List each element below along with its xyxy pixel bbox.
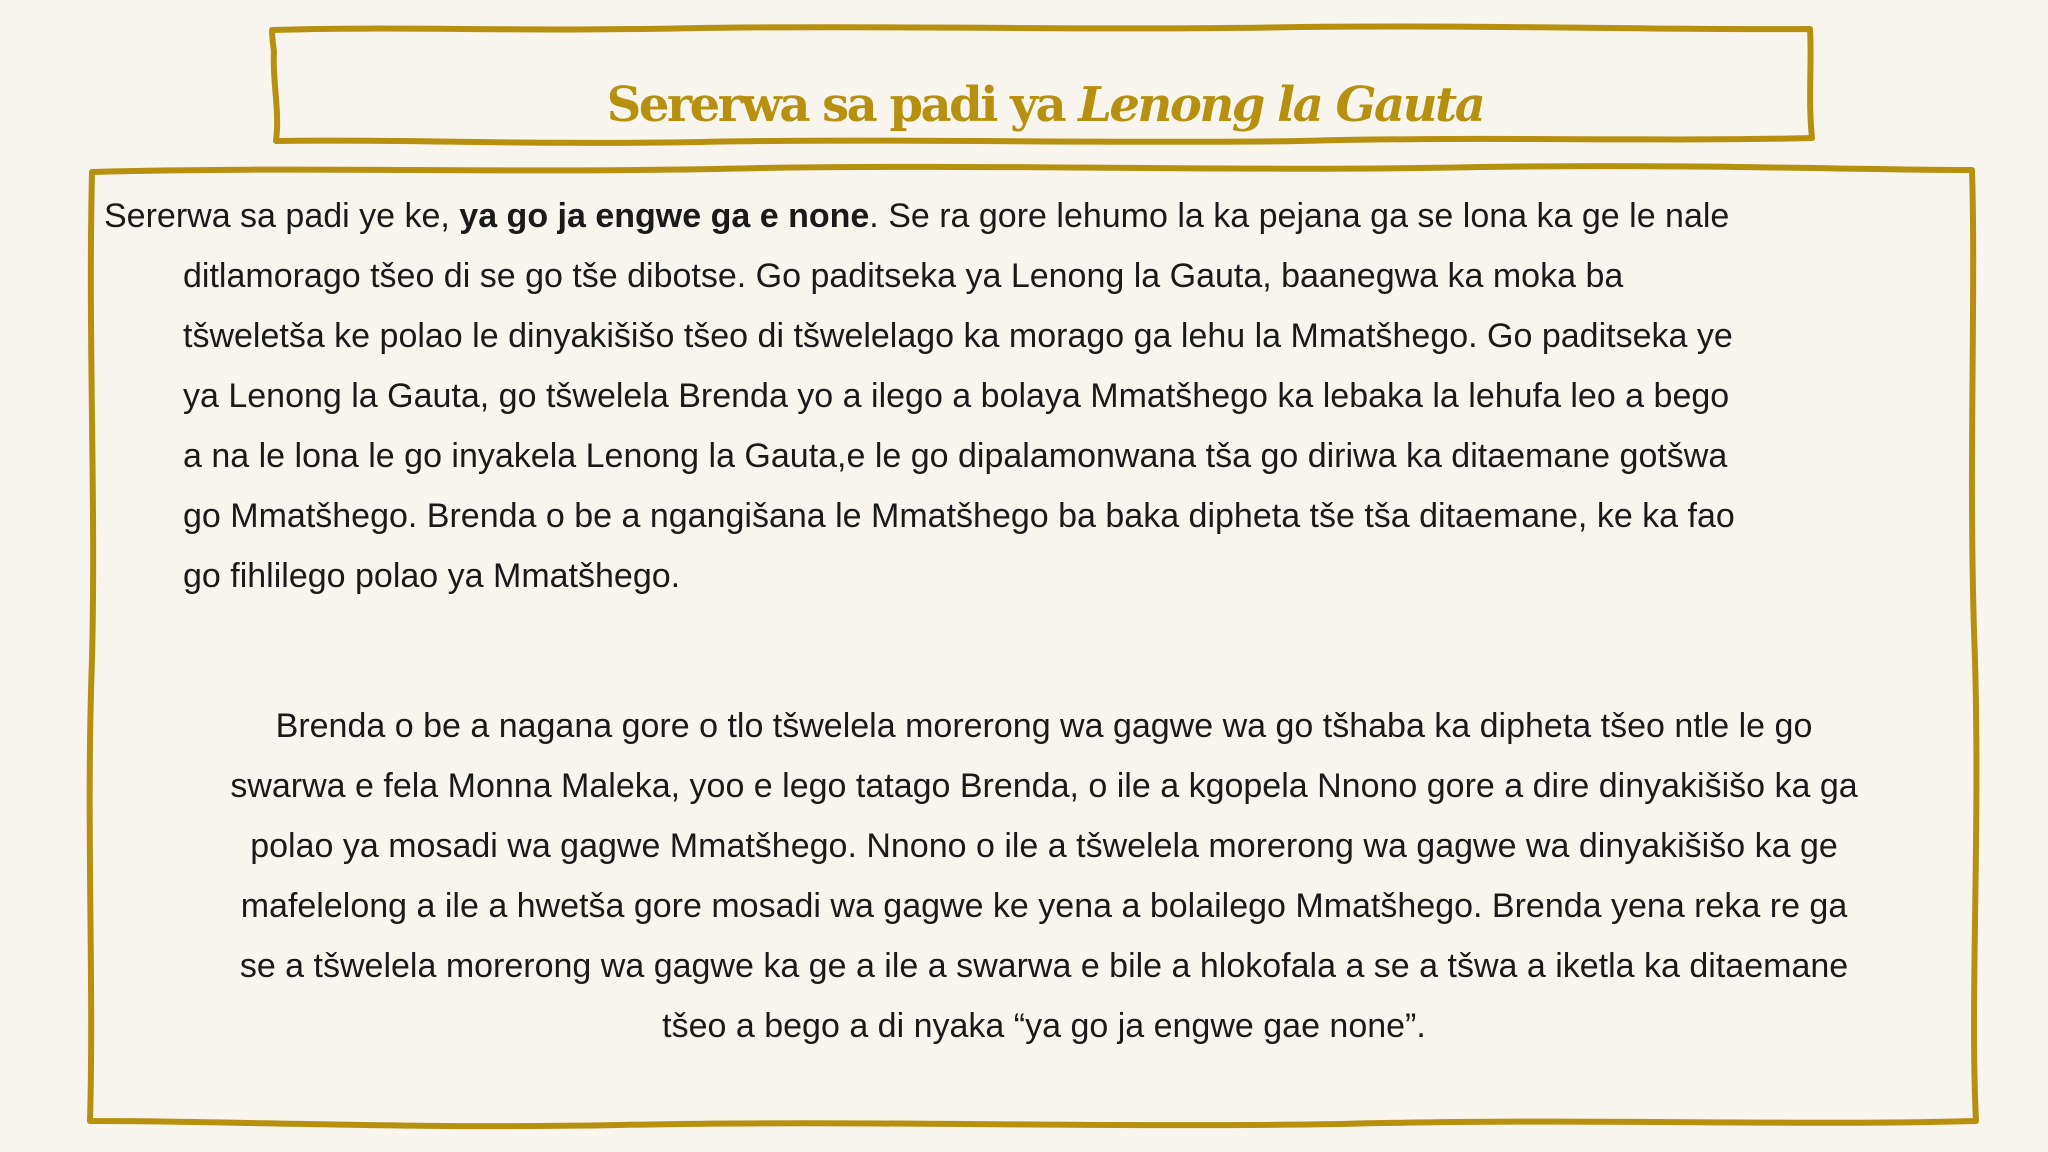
paragraph-2-line: Brenda o be a nagana gore o tlo tšwelela morerong wa gagwe wa go tšhaba ka dipheta tšeo ntle le go: [275, 707, 1813, 745]
paragraph-1-line: go fihlilego polao ya Mmatšhego.: [183, 557, 681, 595]
paragraph-1-line-1-start: Sererwa sa padi ye ke,: [104, 197, 460, 235]
paragraph-1-line: go Mmatšhego. Brenda o be a ngangišana le Mmatšhego ba baka dipheta tše tša ditaemane, ke ka fao: [183, 497, 1735, 535]
paragraph-2-line: tšeo a bego a di nyaka “ya go ja engwe gae none”.: [662, 1007, 1426, 1045]
paragraph-1-line-1: [104, 186, 1984, 246]
paragraph-1-line-1-end: . Se ra gore lehumo la ka pejana ga se lona ka ge le nale: [869, 197, 1730, 235]
title-part-1: Sererwa sa padi ya: [606, 77, 1065, 133]
paragraph-1-line: a na le lona le go inyakela Lenong la Gauta,e le go dipalamonwana tša go diriwa ka ditaemane gotšwa: [183, 437, 1728, 475]
paragraph-1-line: ditlamorago tšeo di se go tše dibotse. Go paditseka ya Lenong la Gauta, baanegwa ka moka ba: [183, 257, 1624, 295]
paragraph-1-line: ya Lenong la Gauta, go tšwelela Brenda yo a ilego a bolaya Mmatšhego ka lebaka la lehufa leo a bego: [183, 377, 1730, 415]
paragraph-1-line: tšweletša ke polao le dinyakišišo tšeo di tšwelelago ka morago ga lehu la Mmatšhego. Go paditseka ye: [183, 317, 1733, 355]
paragraph-2-line: mafelelong a ile a hwetša gore mosadi wa gagwe ke yena a bolailego Mmatšhego. Brenda yena reka re ga: [240, 887, 1848, 925]
paragraph-1-bold-phrase: ya go ja engwe ga e none: [459, 197, 870, 235]
title-part-2-italic: Lenong la Gauta: [1078, 77, 1484, 133]
paragraph-1: [104, 186, 1984, 606]
page-title: [280, 60, 1810, 150]
paragraph-2: [104, 696, 1984, 1056]
paragraph-2-line: swarwa e fela Monna Maleka, yoo e lego tatago Brenda, o ile a kgopela Nnono gore a dire dinyakišišo ka ga: [230, 767, 1858, 805]
paragraph-2-line: polao ya mosadi wa gagwe Mmatšhego. Nnono o ile a tšwelela morerong wa gagwe wa dinyakišišo ka ge: [250, 827, 1838, 865]
paragraph-2-line: se a tšwelela morerong wa gagwe ka ge a ile a swarwa e bile a hlokofala a se a tšwa a iketla ka ditaemane: [239, 947, 1849, 985]
